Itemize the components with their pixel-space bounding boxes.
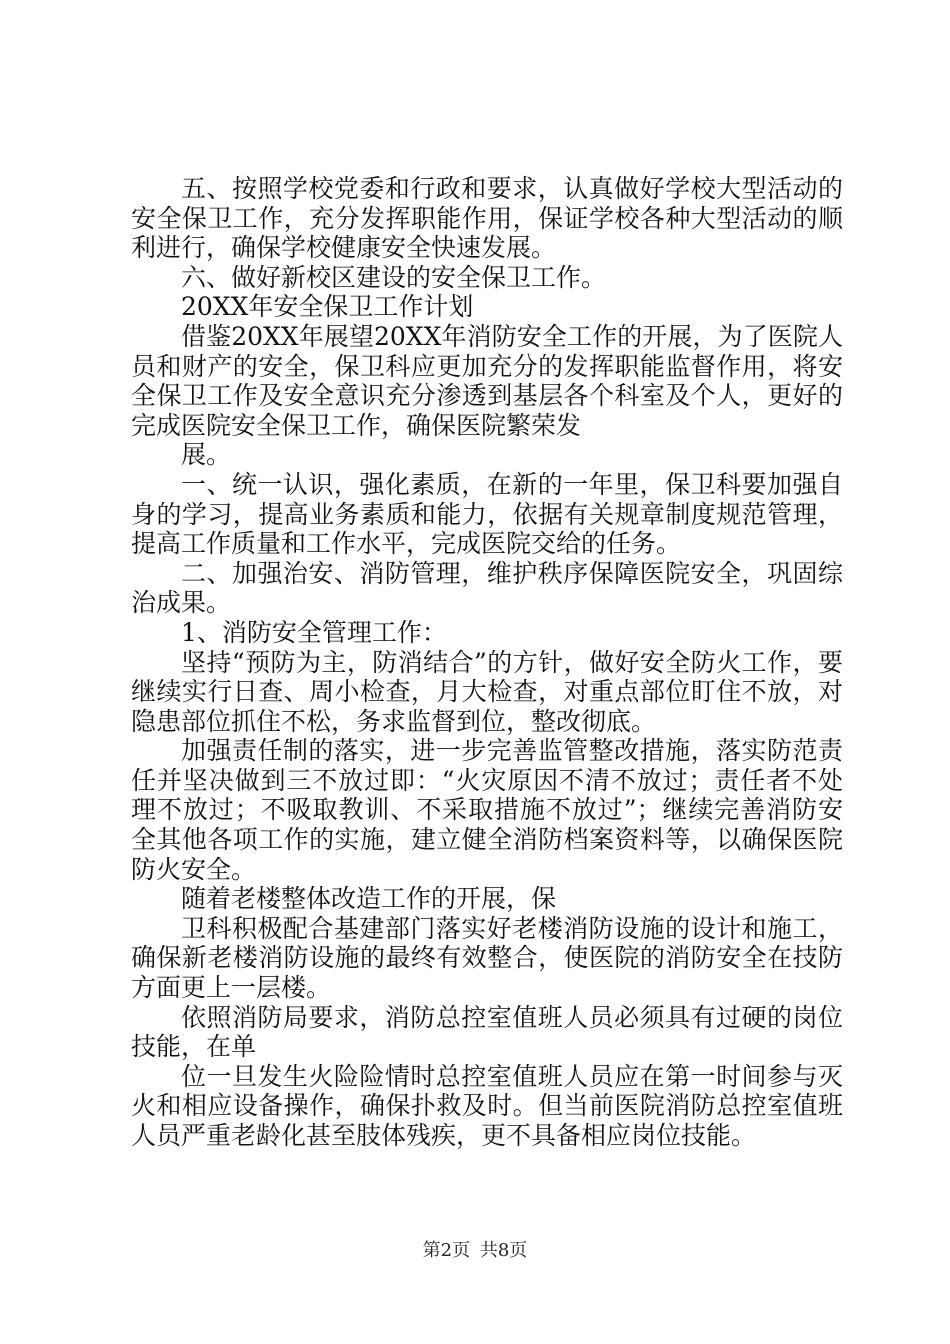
page-footer — [0, 1240, 950, 1262]
body-text — [131, 174, 843, 1151]
paragraph-prevention-policy: 坚持“预防为主，防消结合”的方针，做好安全防火工作，要继续实行日查、周小检查，月大检查，对重点部位盯住不放，对隐患部位抓住不松，务求监督到位，整改彻底。 — [131, 647, 843, 736]
paragraph-control-room-cont: 位一旦发生火险险情时总控室值班人员应在第一时间参与灭火和相应设备操作，确保扑救及时。但当前医院消防总控室值班人员严重老龄化甚至肢体残疾，更不具备相应岗位技能。 — [131, 1061, 843, 1150]
paragraph-renovation-start: 随着老楼整体改造工作的开展，保 — [181, 884, 557, 914]
paragraph-5-event-security: 五、按照学校党委和行政和要求，认真做好学校大型活动的安全保卫工作，充分发挥职能作用，保证学校各种大型活动的顺利进行，确保学校健康安全快速发展。 — [131, 174, 843, 263]
paragraph-renovation-cont: 卫科积极配合基建部门落实好老楼消防设施的设计和施工，确保新老楼消防设施的最终有效整合，使医院的消防安全在技防方面更上一层楼。 — [131, 913, 843, 1003]
page-number: 第2页 — [422, 1240, 471, 1261]
paragraph-intro: 借鉴20XX年展望20XX年消防安全工作的开展，为了医院人员和财产的安全，保卫科应更加充分的发挥职能监督作用，将安全保卫工作及安全意识充分渗透到基层各个科室及个人，更好的完成医院安全保卫工作，确保医院繁荣发 — [131, 321, 843, 440]
paragraph-responsibility: 加强责任制的落实，进一步完善监管整改措施，落实防范责任并坚决做到三不放过即：“火灾原因不清不放过；责任者不处理不放过；不吸取教训、不采取措施不放过”；继续完善消防安全其他各项工作的实施，建立健全消防档案资料等，以确保医院防火安全。 — [131, 736, 843, 884]
subheading-fire-safety: 1、消防安全管理工作： — [181, 617, 447, 647]
page-total: 共8页 — [479, 1240, 528, 1261]
paragraph-intro-end: 展。 — [181, 440, 232, 470]
paragraph-item-1: 一、统一认识，强化素质，在新的一年里，保卫科要加强自身的学习，提高业务素质和能力，依据有关规章制度规范管理，提高工作质量和工作水平，完成医院交给的任务。 — [131, 469, 843, 559]
paragraph-item-2: 二、加强治安、消防管理，维护秩序保障医院安全，巩固综治成果。 — [131, 558, 843, 618]
paragraph-6-new-campus: 六、做好新校区建设的安全保卫工作。 — [181, 262, 607, 292]
section-title: 20XX年安全保卫工作计划 — [181, 292, 474, 322]
paragraph-control-room-start: 依照消防局要求，消防总控室值班人员必须具有过硬的岗位技能，在单 — [131, 1002, 843, 1062]
